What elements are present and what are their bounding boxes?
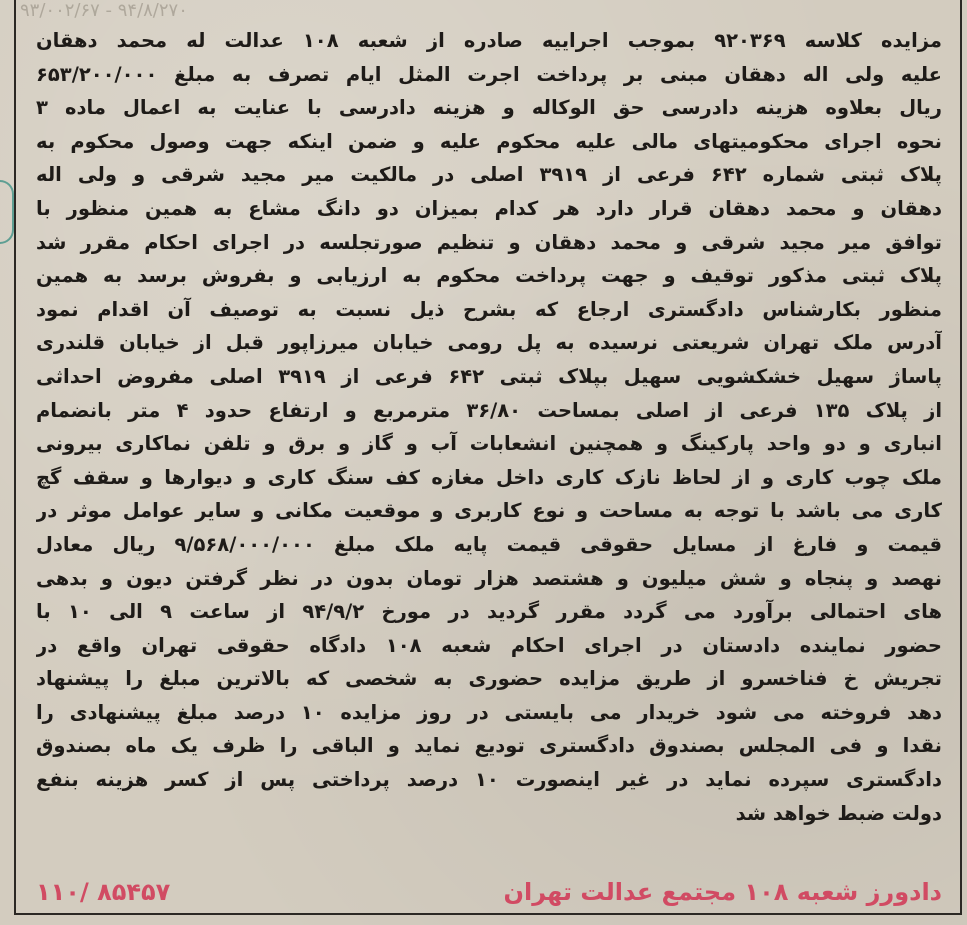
auction-notice-body xyxy=(36,24,942,830)
notice-line: دادگستری سپرده نماید در غیر اینصورت ۱۰ درصد پرداختی پس از کسر هزینه بنفع xyxy=(36,768,942,792)
notice-line: نحوه اجرای محکومیتهای مالی علیه محکوم علیه و ضمن اینکه جهت وصول محکوم به xyxy=(36,129,942,153)
notice-line: های احتمالی برآورد می گردد مقرر گردید در مورخ ۹۴/۹/۲ از ساعت ۹ الی ۱۰ با xyxy=(36,600,942,624)
notice-line: تجریش خ فناخسرو از طریق مزایده حضوری به شخصی که بالاترین مبلغ را پیشنهاد xyxy=(36,667,942,691)
notice-line: از پلاک ۱۳۵ فرعی از اصلی بمساحت ۳۶/۸۰ مترمربع و ارتفاع حدود ۴ متر بانضمام xyxy=(36,398,942,422)
pen-mark xyxy=(0,180,14,244)
notice-line: ریال بعلاوه هزینه دادرسی حق الوکاله و هزینه دادرسی با عنایت به اعمال ماده ۳ xyxy=(36,96,942,120)
notice-line: نقدا و فی المجلس بصندوق دادگستری تودیع نماید و الباقی را ظرف یک ماه بصندوق xyxy=(36,734,942,758)
notice-line: ملک چوب کاری و از لحاظ نازک کاری داخل مغازه کف سنگ کاری و دیوارها و سقف گچ xyxy=(36,465,942,489)
notice-line: نهصد و پنجاه و شش میلیون و هشتصد هزار تومان بدون در نظر گرفتن دیون و بدهی xyxy=(36,566,942,590)
notice-line: مزایده کلاسه ۹۲۰۳۶۹ بموجب اجراییه صادره از شعبه ۱۰۸ عدالت له محمد دهقان xyxy=(36,29,942,52)
notice-footer xyxy=(36,872,942,912)
signer-label: دادورز شعبه ۱۰۸ مجتمع عدالت تهران xyxy=(503,878,942,906)
notice-line: دهد فروخته می شود خریدار می بایستی در روز مزایده ۱۰ درصد مبلغ پیشنهادی را xyxy=(36,700,942,724)
notice-line: قیمت و فارغ از مسایل حقوقی قیمت پایه ملک مبلغ ۹/۵۶۸/۰۰۰/۰۰۰ ریال معادل xyxy=(36,532,942,556)
cut-header-fragment: ۹۳/۰۰۲/۶۷ - ۹۴/۸/۲۷۰ xyxy=(20,0,188,21)
notice-line: انباری و دو واحد پارکینگ و همچنین انشعابات آب و گاز و برق و تلفن نماکاری بیرونی xyxy=(36,432,942,456)
notice-line: حضور نماینده دادستان در اجرای احکام شعبه ۱۰۸ دادگاه حقوقی تهران واقع در xyxy=(36,633,942,657)
notice-line-final: دولت ضبط خواهد شد xyxy=(735,801,942,825)
notice-line: دهقان و محمد دهقان قرار دارد هر کدام بمیزان دو دانگ مشاع به همین منظور با xyxy=(36,196,942,220)
notice-line: پلاک ثبتی مذکور توقیف و جهت پرداخت محکوم به ارزیابی و بفروش برسد به همین xyxy=(36,264,942,288)
notice-line: علیه ولی اله دهقان مبنی بر پرداخت اجرت المثل ایام تصرف به مبلغ ۶۵۳/۲۰۰/۰۰۰ xyxy=(36,62,942,86)
notice-line: منظور بکارشناس دادگستری ارجاع که بشرح ذیل نسبت به توصیف آن اقدام نمود xyxy=(36,297,942,321)
notice-line: توافق میر مجید شرقی و محمد دهقان و تنظیم صورتجلسه در اجرای احکام مقرر شد xyxy=(36,230,942,254)
notice-line: کاری می باشد با توجه به مساحت و نوع کاربری و موقعیت مکانی و سایر عوامل موثر در xyxy=(36,499,942,523)
notice-line: پلاک ثبتی شماره ۶۴۲ فرعی از ۳۹۱۹ اصلی در مالکیت میر مجید شرقی و ولی اله xyxy=(36,163,942,187)
notice-code: ۱۱۰/ ۸۵۴۵۷ xyxy=(36,878,171,906)
notice-line: پاساژ سهیل خشکشویی سهیل بپلاک ثبتی ۶۴۲ فرعی از ۳۹۱۹ اصلی مفروض احداثی xyxy=(36,364,942,388)
notice-line: آدرس ملک تهران شریعتی نرسیده به پل رومی خیابان میرزاپور قبل از خیابان قلندری xyxy=(36,331,942,355)
